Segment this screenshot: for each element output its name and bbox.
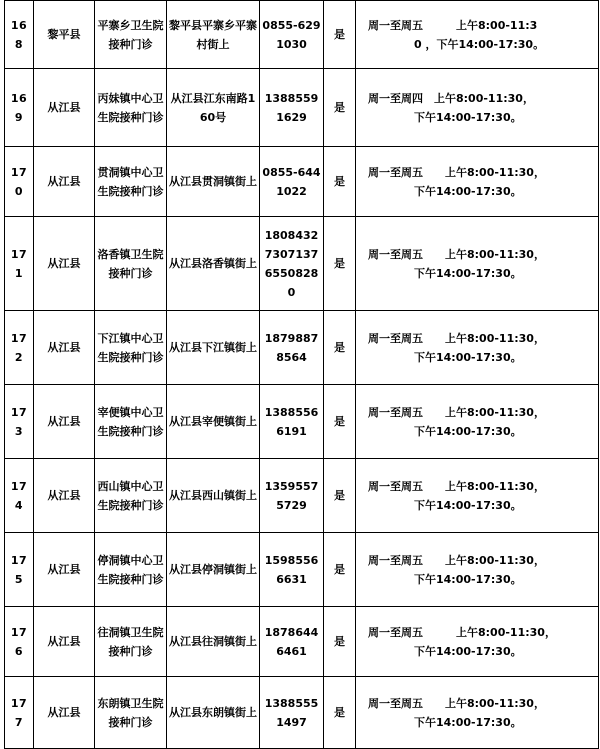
open-status-cell: 是 — [324, 385, 356, 459]
county-cell: 从江县 — [34, 385, 95, 459]
service-hours-cell — [356, 1, 599, 69]
row-number-line-2: 7 — [14, 715, 24, 729]
county-cell: 从江县 — [34, 607, 95, 677]
address-cell: 从江县江东南路160号 — [167, 69, 260, 147]
address-cell: 从江县下江镇街上 — [167, 311, 260, 385]
phone-cell: 15985566631 — [260, 533, 324, 607]
service-hours-cell — [356, 607, 599, 677]
open-status-cell: 是 — [324, 311, 356, 385]
phone-cell: 13595575729 — [260, 459, 324, 533]
table-row — [5, 311, 599, 385]
service-hours-cell — [356, 459, 599, 533]
address-cell: 从江县西山镇街上 — [167, 459, 260, 533]
table-row — [5, 533, 599, 607]
service-hours-line-2: 下午14:00-17:30。 — [414, 498, 522, 512]
service-hours-line-1: 周一至周五 上午8:00-11:30， — [368, 247, 545, 261]
service-hours-line-1: 周一至周五 上午8:00-11:30， — [368, 625, 556, 639]
clinic-name-cell: 平寨乡卫生院接种门诊 — [95, 1, 167, 69]
address-cell: 从江县贯洞镇街上 — [167, 147, 260, 217]
clinic-name-cell: 丙妹镇中心卫生院接种门诊 — [95, 69, 167, 147]
row-number — [5, 311, 34, 385]
service-hours-line-1: 周一至周五 上午8:00-11:30， — [368, 553, 545, 567]
vaccination-clinic-table — [4, 0, 599, 749]
table-row — [5, 677, 599, 749]
service-hours-line-2: 下午14:00-17:30。 — [414, 715, 522, 729]
service-hours-line-2: 下午14:00-17:30。 — [414, 266, 522, 280]
service-hours-cell — [356, 147, 599, 217]
county-cell: 从江县 — [34, 533, 95, 607]
service-hours-cell — [356, 385, 599, 459]
open-status-cell: 是 — [324, 607, 356, 677]
service-hours-line-1: 周一至周五 上午8:00-11:30， — [368, 479, 545, 493]
clinic-name-cell: 洛香镇卫生院接种门诊 — [95, 217, 167, 311]
open-status-cell: 是 — [324, 677, 356, 749]
service-hours-line-2: 下午14:00-17:30。 — [414, 350, 522, 364]
service-hours-cell — [356, 677, 599, 749]
address-cell: 黎平县平寨乡平寨村街上 — [167, 1, 260, 69]
row-number-line-2: 2 — [14, 350, 24, 364]
service-hours-line-2: 0 ，下午14:00-17:30。 — [414, 37, 545, 51]
row-number-line-2: 8 — [14, 37, 24, 51]
county-cell: 从江县 — [34, 677, 95, 749]
phone-cell: 18786446461 — [260, 607, 324, 677]
service-hours-line-1: 周一至周五 上午8:00-11:3 — [368, 18, 538, 32]
service-hours-line-2: 下午14:00-17:30。 — [414, 424, 522, 438]
row-number — [5, 533, 34, 607]
row-number-line-1: 17 — [10, 696, 28, 710]
county-cell: 从江县 — [34, 69, 95, 147]
row-number — [5, 385, 34, 459]
row-number — [5, 677, 34, 749]
table-row — [5, 459, 599, 533]
row-number-line-2: 5 — [14, 572, 24, 586]
phone-cell: 0855-6441022 — [260, 147, 324, 217]
county-cell: 从江县 — [34, 147, 95, 217]
row-number-line-2: 3 — [14, 424, 24, 438]
service-hours-line-2: 下午14:00-17:30。 — [414, 572, 522, 586]
table-row — [5, 217, 599, 311]
phone-cell: 1808432730713765508280 — [260, 217, 324, 311]
county-cell: 黎平县 — [34, 1, 95, 69]
open-status-cell: 是 — [324, 69, 356, 147]
address-cell: 从江县洛香镇街上 — [167, 217, 260, 311]
row-number — [5, 147, 34, 217]
row-number-line-1: 16 — [10, 18, 28, 32]
table-body — [5, 1, 599, 749]
table-row — [5, 607, 599, 677]
row-number-line-2: 1 — [14, 266, 24, 280]
service-hours-line-1: 周一至周五 上午8:00-11:30， — [368, 696, 545, 710]
service-hours-cell — [356, 311, 599, 385]
clinic-name-cell: 停洞镇中心卫生院接种门诊 — [95, 533, 167, 607]
clinic-name-cell: 宰便镇中心卫生院接种门诊 — [95, 385, 167, 459]
row-number-line-1: 16 — [10, 91, 28, 105]
row-number-line-1: 17 — [10, 625, 28, 639]
county-cell: 从江县 — [34, 217, 95, 311]
service-hours-cell — [356, 69, 599, 147]
service-hours-cell — [356, 533, 599, 607]
phone-cell: 13885551497 — [260, 677, 324, 749]
clinic-name-cell: 西山镇中心卫生院接种门诊 — [95, 459, 167, 533]
table-row — [5, 147, 599, 217]
row-number — [5, 459, 34, 533]
table-row — [5, 1, 599, 69]
service-hours-line-2: 下午14:00-17:30。 — [414, 110, 522, 124]
open-status-cell: 是 — [324, 1, 356, 69]
phone-cell: 13885591629 — [260, 69, 324, 147]
service-hours-line-2: 下午14:00-17:30。 — [414, 644, 522, 658]
clinic-name-cell: 贯洞镇中心卫生院接种门诊 — [95, 147, 167, 217]
row-number — [5, 69, 34, 147]
clinic-name-cell: 东朗镇卫生院接种门诊 — [95, 677, 167, 749]
row-number-line-1: 17 — [10, 553, 28, 567]
row-number-line-1: 17 — [10, 405, 28, 419]
phone-cell: 0855-6291030 — [260, 1, 324, 69]
table-row — [5, 69, 599, 147]
county-cell: 从江县 — [34, 311, 95, 385]
service-hours-line-2: 下午14:00-17:30。 — [414, 184, 522, 198]
service-hours-line-1: 周一至周五 上午8:00-11:30， — [368, 331, 545, 345]
clinic-name-cell: 往洞镇卫生院接种门诊 — [95, 607, 167, 677]
service-hours-line-1: 周一至周五 上午8:00-11:30， — [368, 405, 545, 419]
phone-cell: 18798878564 — [260, 311, 324, 385]
service-hours-cell — [356, 217, 599, 311]
row-number — [5, 217, 34, 311]
document-page — [4, 0, 598, 748]
row-number-line-2: 4 — [14, 498, 24, 512]
row-number-line-1: 17 — [10, 165, 28, 179]
clinic-name-cell: 下江镇中心卫生院接种门诊 — [95, 311, 167, 385]
service-hours-line-1: 周一至周四 上午8:00-11:30， — [368, 91, 534, 105]
open-status-cell: 是 — [324, 459, 356, 533]
row-number-line-2: 0 — [14, 184, 24, 198]
phone-cell: 13885566191 — [260, 385, 324, 459]
row-number-line-2: 9 — [14, 110, 24, 124]
address-cell: 从江县宰便镇街上 — [167, 385, 260, 459]
row-number — [5, 607, 34, 677]
open-status-cell: 是 — [324, 533, 356, 607]
county-cell: 从江县 — [34, 459, 95, 533]
open-status-cell: 是 — [324, 217, 356, 311]
address-cell: 从江县停洞镇街上 — [167, 533, 260, 607]
row-number-line-1: 17 — [10, 331, 28, 345]
service-hours-line-1: 周一至周五 上午8:00-11:30， — [368, 165, 545, 179]
row-number — [5, 1, 34, 69]
open-status-cell: 是 — [324, 147, 356, 217]
row-number-line-2: 6 — [14, 644, 24, 658]
table-row — [5, 385, 599, 459]
row-number-line-1: 17 — [10, 479, 28, 493]
address-cell: 从江县往洞镇街上 — [167, 607, 260, 677]
row-number-line-1: 17 — [10, 247, 28, 261]
address-cell: 从江县东朗镇街上 — [167, 677, 260, 749]
